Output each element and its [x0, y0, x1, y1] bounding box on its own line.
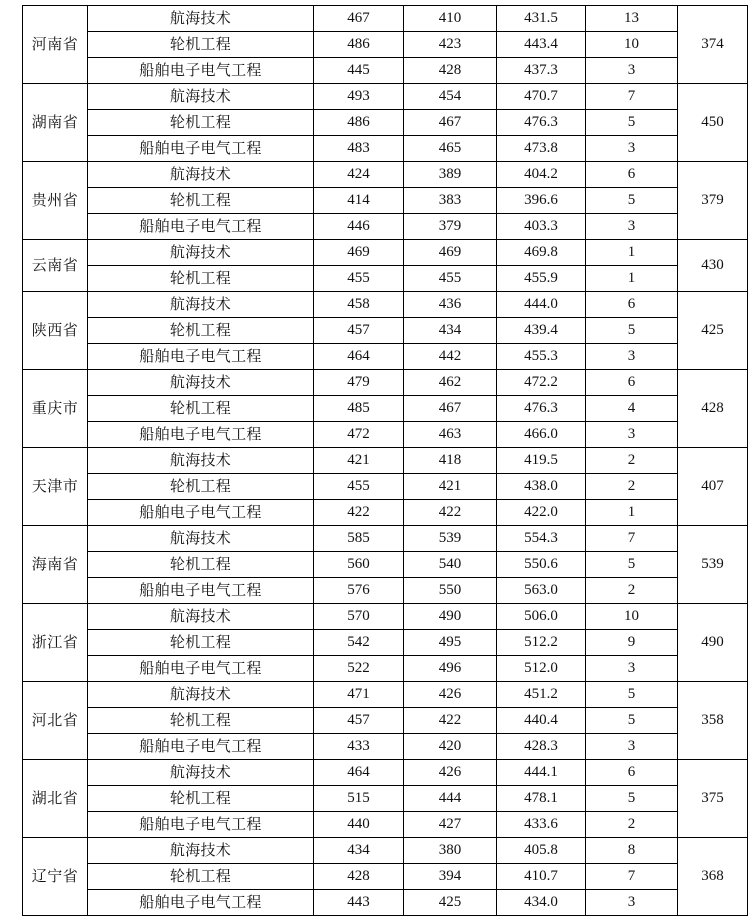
- admit-count-cell: 6: [586, 370, 678, 396]
- min-score-cell: 425: [404, 890, 497, 916]
- province-name-cell: 贵州省: [23, 162, 88, 240]
- major-cell: 船舶电子电气工程: [88, 500, 314, 526]
- control-line-cell: 358: [678, 682, 748, 760]
- admit-count-cell: 4: [586, 396, 678, 422]
- max-score-cell: 455: [314, 266, 404, 292]
- avg-score-cell: 439.4: [497, 318, 586, 344]
- province-name-cell: 辽宁省: [23, 838, 88, 916]
- admit-count-cell: 7: [586, 526, 678, 552]
- min-score-cell: 550: [404, 578, 497, 604]
- max-score-cell: 457: [314, 708, 404, 734]
- avg-score-cell: 428.3: [497, 734, 586, 760]
- province-name-cell: 天津市: [23, 448, 88, 526]
- table-row: [23, 58, 748, 84]
- avg-score-cell: 434.0: [497, 890, 586, 916]
- admit-count-cell: 1: [586, 500, 678, 526]
- table-row: [23, 162, 748, 188]
- table-row: [23, 656, 748, 682]
- admit-count-cell: 3: [586, 890, 678, 916]
- table-row: [23, 500, 748, 526]
- table-row: [23, 396, 748, 422]
- table-row: [23, 838, 748, 864]
- admit-count-cell: 6: [586, 292, 678, 318]
- avg-score-cell: 438.0: [497, 474, 586, 500]
- table-row: [23, 318, 748, 344]
- min-score-cell: 455: [404, 266, 497, 292]
- max-score-cell: 471: [314, 682, 404, 708]
- max-score-cell: 493: [314, 84, 404, 110]
- min-score-cell: 389: [404, 162, 497, 188]
- avg-score-cell: 419.5: [497, 448, 586, 474]
- admit-count-cell: 6: [586, 760, 678, 786]
- province-name-cell: 河南省: [23, 6, 88, 84]
- min-score-cell: 428: [404, 58, 497, 84]
- max-score-cell: 464: [314, 760, 404, 786]
- max-score-cell: 486: [314, 32, 404, 58]
- control-line-cell: 539: [678, 526, 748, 604]
- min-score-cell: 422: [404, 500, 497, 526]
- table-row: [23, 604, 748, 630]
- max-score-cell: 467: [314, 6, 404, 32]
- province-name-cell: 重庆市: [23, 370, 88, 448]
- admit-count-cell: 3: [586, 344, 678, 370]
- avg-score-cell: 512.2: [497, 630, 586, 656]
- major-cell: 轮机工程: [88, 630, 314, 656]
- province-name-cell: 河北省: [23, 682, 88, 760]
- control-line-cell: 450: [678, 84, 748, 162]
- admit-count-cell: 5: [586, 318, 678, 344]
- major-cell: 轮机工程: [88, 32, 314, 58]
- admit-count-cell: 3: [586, 58, 678, 84]
- major-cell: 船舶电子电气工程: [88, 344, 314, 370]
- major-cell: 航海技术: [88, 6, 314, 32]
- control-line-cell: 379: [678, 162, 748, 240]
- table-row: [23, 6, 748, 32]
- major-cell: 轮机工程: [88, 708, 314, 734]
- admit-count-cell: 13: [586, 6, 678, 32]
- min-score-cell: 427: [404, 812, 497, 838]
- min-score-cell: 423: [404, 32, 497, 58]
- admit-count-cell: 2: [586, 474, 678, 500]
- max-score-cell: 414: [314, 188, 404, 214]
- admit-count-cell: 1: [586, 240, 678, 266]
- province-name-cell: 湖南省: [23, 84, 88, 162]
- table-row: [23, 864, 748, 890]
- min-score-cell: 539: [404, 526, 497, 552]
- major-cell: 航海技术: [88, 682, 314, 708]
- avg-score-cell: 403.3: [497, 214, 586, 240]
- province-name-cell: 海南省: [23, 526, 88, 604]
- major-cell: 轮机工程: [88, 786, 314, 812]
- major-cell: 轮机工程: [88, 188, 314, 214]
- max-score-cell: 440: [314, 812, 404, 838]
- admit-count-cell: 6: [586, 162, 678, 188]
- major-cell: 轮机工程: [88, 110, 314, 136]
- max-score-cell: 455: [314, 474, 404, 500]
- min-score-cell: 463: [404, 422, 497, 448]
- table-row: [23, 552, 748, 578]
- table-row: [23, 188, 748, 214]
- table-row: [23, 760, 748, 786]
- max-score-cell: 560: [314, 552, 404, 578]
- admit-count-cell: 10: [586, 32, 678, 58]
- major-cell: 航海技术: [88, 526, 314, 552]
- table-row: [23, 240, 748, 266]
- min-score-cell: 394: [404, 864, 497, 890]
- major-cell: 航海技术: [88, 448, 314, 474]
- major-cell: 船舶电子电气工程: [88, 656, 314, 682]
- avg-score-cell: 444.0: [497, 292, 586, 318]
- avg-score-cell: 440.4: [497, 708, 586, 734]
- major-cell: 船舶电子电气工程: [88, 58, 314, 84]
- max-score-cell: 457: [314, 318, 404, 344]
- avg-score-cell: 405.8: [497, 838, 586, 864]
- table-row: [23, 370, 748, 396]
- min-score-cell: 465: [404, 136, 497, 162]
- table-row: [23, 708, 748, 734]
- max-score-cell: 485: [314, 396, 404, 422]
- min-score-cell: 469: [404, 240, 497, 266]
- major-cell: 轮机工程: [88, 396, 314, 422]
- max-score-cell: 576: [314, 578, 404, 604]
- control-line-cell: 374: [678, 6, 748, 84]
- max-score-cell: 434: [314, 838, 404, 864]
- max-score-cell: 570: [314, 604, 404, 630]
- control-line-cell: 375: [678, 760, 748, 838]
- admit-count-cell: 10: [586, 604, 678, 630]
- min-score-cell: 454: [404, 84, 497, 110]
- min-score-cell: 426: [404, 760, 497, 786]
- min-score-cell: 383: [404, 188, 497, 214]
- avg-score-cell: 422.0: [497, 500, 586, 526]
- control-line-cell: 430: [678, 240, 748, 292]
- avg-score-cell: 476.3: [497, 110, 586, 136]
- max-score-cell: 472: [314, 422, 404, 448]
- major-cell: 船舶电子电气工程: [88, 214, 314, 240]
- admit-count-cell: 5: [586, 188, 678, 214]
- table-row: [23, 812, 748, 838]
- min-score-cell: 422: [404, 708, 497, 734]
- min-score-cell: 380: [404, 838, 497, 864]
- major-cell: 船舶电子电气工程: [88, 578, 314, 604]
- province-name-cell: 浙江省: [23, 604, 88, 682]
- avg-score-cell: 455.9: [497, 266, 586, 292]
- min-score-cell: 379: [404, 214, 497, 240]
- table-row: [23, 734, 748, 760]
- min-score-cell: 540: [404, 552, 497, 578]
- major-cell: 航海技术: [88, 838, 314, 864]
- major-cell: 轮机工程: [88, 266, 314, 292]
- table-row: [23, 890, 748, 916]
- major-cell: 航海技术: [88, 84, 314, 110]
- table-row: [23, 214, 748, 240]
- province-name-cell: 陕西省: [23, 292, 88, 370]
- avg-score-cell: 466.0: [497, 422, 586, 448]
- max-score-cell: 443: [314, 890, 404, 916]
- max-score-cell: 445: [314, 58, 404, 84]
- avg-score-cell: 433.6: [497, 812, 586, 838]
- major-cell: 航海技术: [88, 604, 314, 630]
- major-cell: 轮机工程: [88, 864, 314, 890]
- min-score-cell: 496: [404, 656, 497, 682]
- major-cell: 航海技术: [88, 760, 314, 786]
- admit-count-cell: 3: [586, 422, 678, 448]
- min-score-cell: 467: [404, 396, 497, 422]
- major-cell: 船舶电子电气工程: [88, 812, 314, 838]
- table-row: [23, 448, 748, 474]
- min-score-cell: 462: [404, 370, 497, 396]
- max-score-cell: 464: [314, 344, 404, 370]
- avg-score-cell: 554.3: [497, 526, 586, 552]
- max-score-cell: 446: [314, 214, 404, 240]
- avg-score-cell: 512.0: [497, 656, 586, 682]
- min-score-cell: 418: [404, 448, 497, 474]
- min-score-cell: 426: [404, 682, 497, 708]
- major-cell: 航海技术: [88, 162, 314, 188]
- avg-score-cell: 444.1: [497, 760, 586, 786]
- admit-count-cell: 9: [586, 630, 678, 656]
- max-score-cell: 428: [314, 864, 404, 890]
- table-row: [23, 422, 748, 448]
- max-score-cell: 479: [314, 370, 404, 396]
- admit-count-cell: 2: [586, 448, 678, 474]
- table-row: [23, 110, 748, 136]
- major-cell: 船舶电子电气工程: [88, 422, 314, 448]
- major-cell: 船舶电子电气工程: [88, 890, 314, 916]
- min-score-cell: 436: [404, 292, 497, 318]
- avg-score-cell: 476.3: [497, 396, 586, 422]
- min-score-cell: 434: [404, 318, 497, 344]
- avg-score-cell: 478.1: [497, 786, 586, 812]
- control-line-cell: 490: [678, 604, 748, 682]
- admit-count-cell: 8: [586, 838, 678, 864]
- avg-score-cell: 443.4: [497, 32, 586, 58]
- admit-count-cell: 5: [586, 708, 678, 734]
- max-score-cell: 585: [314, 526, 404, 552]
- admit-count-cell: 2: [586, 578, 678, 604]
- avg-score-cell: 396.6: [497, 188, 586, 214]
- avg-score-cell: 472.2: [497, 370, 586, 396]
- avg-score-cell: 404.2: [497, 162, 586, 188]
- avg-score-cell: 431.5: [497, 6, 586, 32]
- admit-count-cell: 5: [586, 110, 678, 136]
- province-name-cell: 湖北省: [23, 760, 88, 838]
- max-score-cell: 424: [314, 162, 404, 188]
- max-score-cell: 469: [314, 240, 404, 266]
- major-cell: 船舶电子电气工程: [88, 734, 314, 760]
- max-score-cell: 422: [314, 500, 404, 526]
- control-line-cell: 407: [678, 448, 748, 526]
- admit-count-cell: 5: [586, 552, 678, 578]
- min-score-cell: 467: [404, 110, 497, 136]
- max-score-cell: 433: [314, 734, 404, 760]
- min-score-cell: 490: [404, 604, 497, 630]
- major-cell: 航海技术: [88, 240, 314, 266]
- table-row: [23, 84, 748, 110]
- table-row: [23, 578, 748, 604]
- admit-count-cell: 7: [586, 864, 678, 890]
- admit-count-cell: 1: [586, 266, 678, 292]
- table-row: [23, 786, 748, 812]
- table-row: [23, 682, 748, 708]
- table-row: [23, 630, 748, 656]
- table-row: [23, 474, 748, 500]
- avg-score-cell: 473.8: [497, 136, 586, 162]
- max-score-cell: 542: [314, 630, 404, 656]
- admit-count-cell: 3: [586, 136, 678, 162]
- min-score-cell: 421: [404, 474, 497, 500]
- major-cell: 航海技术: [88, 370, 314, 396]
- table-row: [23, 136, 748, 162]
- control-line-cell: 368: [678, 838, 748, 916]
- admit-count-cell: 3: [586, 734, 678, 760]
- avg-score-cell: 506.0: [497, 604, 586, 630]
- max-score-cell: 522: [314, 656, 404, 682]
- max-score-cell: 515: [314, 786, 404, 812]
- control-line-cell: 425: [678, 292, 748, 370]
- avg-score-cell: 455.3: [497, 344, 586, 370]
- avg-score-cell: 563.0: [497, 578, 586, 604]
- max-score-cell: 486: [314, 110, 404, 136]
- admit-count-cell: 7: [586, 84, 678, 110]
- min-score-cell: 410: [404, 6, 497, 32]
- min-score-cell: 442: [404, 344, 497, 370]
- admit-count-cell: 3: [586, 656, 678, 682]
- table-body: [23, 6, 748, 916]
- major-cell: 轮机工程: [88, 318, 314, 344]
- major-cell: 轮机工程: [88, 552, 314, 578]
- min-score-cell: 444: [404, 786, 497, 812]
- admit-count-cell: 5: [586, 786, 678, 812]
- max-score-cell: 421: [314, 448, 404, 474]
- avg-score-cell: 410.7: [497, 864, 586, 890]
- avg-score-cell: 451.2: [497, 682, 586, 708]
- min-score-cell: 420: [404, 734, 497, 760]
- table-row: [23, 292, 748, 318]
- admit-count-cell: 3: [586, 214, 678, 240]
- max-score-cell: 483: [314, 136, 404, 162]
- admit-count-cell: 5: [586, 682, 678, 708]
- avg-score-cell: 550.6: [497, 552, 586, 578]
- major-cell: 船舶电子电气工程: [88, 136, 314, 162]
- major-cell: 轮机工程: [88, 474, 314, 500]
- admit-count-cell: 2: [586, 812, 678, 838]
- avg-score-cell: 470.7: [497, 84, 586, 110]
- control-line-cell: 428: [678, 370, 748, 448]
- min-score-cell: 495: [404, 630, 497, 656]
- admission-score-table: [22, 5, 748, 916]
- province-name-cell: 云南省: [23, 240, 88, 292]
- table-row: [23, 344, 748, 370]
- max-score-cell: 458: [314, 292, 404, 318]
- avg-score-cell: 437.3: [497, 58, 586, 84]
- table-row: [23, 266, 748, 292]
- table-row: [23, 526, 748, 552]
- table-row: [23, 32, 748, 58]
- avg-score-cell: 469.8: [497, 240, 586, 266]
- major-cell: 航海技术: [88, 292, 314, 318]
